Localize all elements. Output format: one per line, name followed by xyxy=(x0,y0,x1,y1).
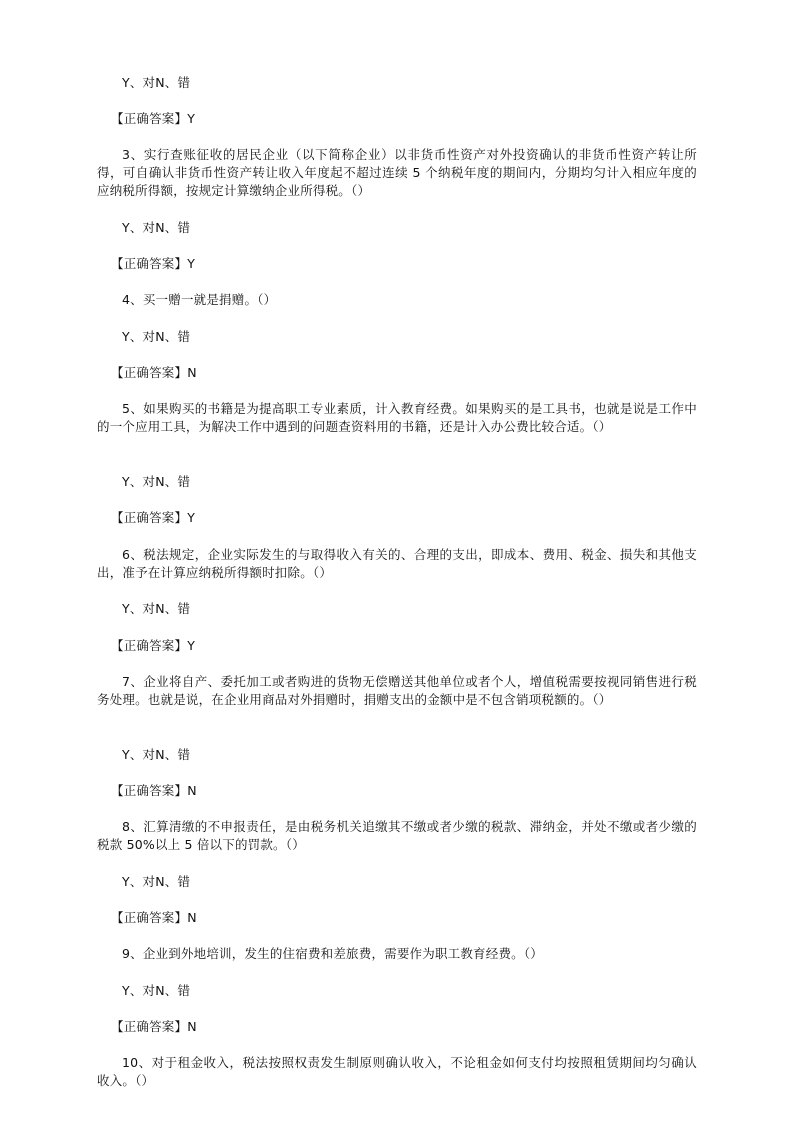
answer-line: 【正确答案】N xyxy=(111,1019,197,1034)
choice-line: Y、对N、错 xyxy=(122,474,191,489)
question-5: 5、如果购买的书籍是为提高职工专业素质，计入教育经费。如果购买的是工具书，也就是说是工作中的一个应用工具，为解决工作中遇到的问题查资料用的书籍，还是计入办公费比较合适。（） xyxy=(97,401,697,434)
question-8: 8、汇算清缴的不申报责任，是由税务机关追缴其不缴或者少缴的税款、滞纳金，并处不缴或者少缴的税款 50%以上 5 倍以下的罚款。（） xyxy=(97,819,697,852)
choice-line: Y、对N、错 xyxy=(122,75,191,90)
choice-line: Y、对N、错 xyxy=(122,220,191,235)
question-10: 10、对于租金收入，税法按照权责发生制原则确认收入，不论租金如何支付均按照租赁期间均匀确认收入。（） xyxy=(97,1055,697,1088)
answer-line: 【正确答案】Y xyxy=(111,256,196,271)
question-4: 4、买一赠一就是捐赠。（） xyxy=(122,292,277,307)
question-6: 6、税法规定，企业实际发生的与取得收入有关的、合理的支出，即成本、费用、税金、损失和其他支出，准予在计算应纳税所得额时扣除。（） xyxy=(97,547,697,580)
question-7: 7、企业将自产、委托加工或者购进的货物无偿赠送其他单位或者个人，增值税需要按视同销售进行税务处理。也就是说，在企业用商品对外捐赠时，捐赠支出的金额中是不包含销项税额的。（） xyxy=(97,674,697,707)
choice-line: Y、对N、错 xyxy=(122,874,191,889)
answer-line: 【正确答案】Y xyxy=(111,111,196,126)
answer-line: 【正确答案】N xyxy=(111,365,197,380)
question-9: 9、企业到外地培训，发生的住宿费和差旅费，需要作为职工教育经费。（） xyxy=(122,946,544,961)
choice-line: Y、对N、错 xyxy=(122,601,191,616)
answer-line: 【正确答案】Y xyxy=(111,510,196,525)
choice-line: Y、对N、错 xyxy=(122,983,191,998)
choice-line: Y、对N、错 xyxy=(122,747,191,762)
answer-line: 【正确答案】Y xyxy=(111,638,196,653)
answer-line: 【正确答案】N xyxy=(111,910,197,925)
question-3: 3、实行查账征收的居民企业（以下简称企业）以非货币性资产对外投资确认的非货币性资产转让所得，可自确认非货币性资产转让收入年度起不超过连续 5 个纳税年度的期间内，分期均匀计入相应年度的应纳税所得额，按规定计算缴纳企业所得税。（） xyxy=(97,147,697,198)
choice-line: Y、对N、错 xyxy=(122,329,191,344)
answer-line: 【正确答案】N xyxy=(111,783,197,798)
